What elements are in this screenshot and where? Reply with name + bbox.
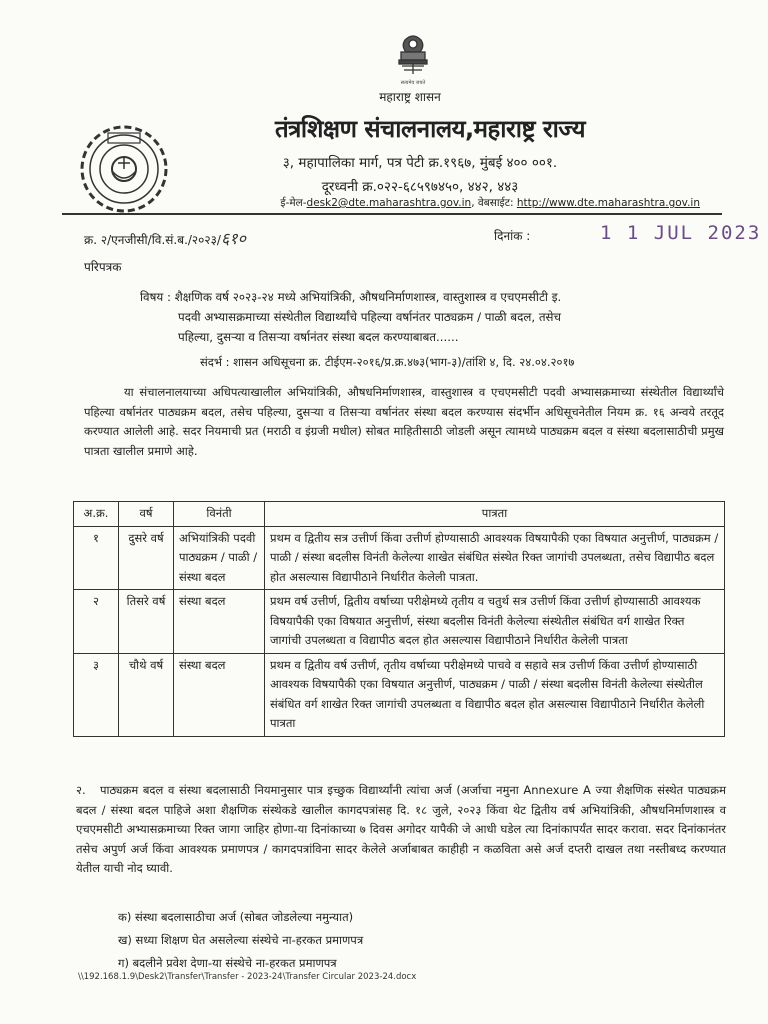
header-divider xyxy=(62,213,722,215)
cell-year: तिसरे वर्ष xyxy=(119,590,174,654)
paragraph-2-text: पाठ्यक्रम बदल व संस्था बदलासाठी नियमानुसार पात्र इच्छुक विद्यार्थ्यांनी त्यांचा अर्ज (अर्जाचा नमुना Annexure A ज्या शैक्षणिक संस्थेत पाठ्यक्रम बदल / संस्था बदल पाहिजे अशा शैक्षणिक संस्थेकडे खालील कागदपत्रांसह दि. १८ जुले, २०२३ किंवा थेट द्वितीय वर्ष अभियांत्रिकी, औषधनिर्माणशास्त्र व एचएमसीटी अभ्यासक्रमाच्या रिक्त जागा जाहिर होणा-या दिनांकाच्या ७ दिवस अगोदर यापैकी जे आधी घडेल त्या दिनांकापर्यंत सादर करावा. सदर दिनांकानंतर तसेच अपुर्ण अर्ज किंवा आवश्यक प्रमाणपत्र / कागदपत्रांविना सादर केलेले अर्जाबाबत काहीही न कळविता असे अर्ज दप्तरी दाखल तथा नस्तीबध्द करण्यात येतील याची नोद घ्यावी. xyxy=(76,783,726,875)
table-row xyxy=(74,590,725,654)
email-link[interactable]: desk2@dte.maharashtra.gov.in xyxy=(306,197,472,209)
reference-number-text: क्र. २/एनजीसी/वि.सं.ब./२०२३/ xyxy=(84,233,221,247)
subject-line-3: पहिल्या, दुसऱ्या व तिसऱ्या वर्षानंतर संस्था बदल करण्याबाबत...... xyxy=(178,330,459,344)
subject-block xyxy=(140,287,720,347)
list-item: क) संस्था बदलासाठीचा अर्ज (सोबत जोडलेल्या नमुन्यात) xyxy=(118,910,354,924)
government-name: महाराष्ट्र शासन xyxy=(379,90,441,104)
header-eligibility: पात्रता xyxy=(265,502,725,527)
cell-eligibility: प्रथम वर्ष उत्तीर्ण, द्वितीय वर्षाच्या परीक्षेमध्ये तृतीय व चतुर्थ सत्र उत्तीर्ण किंवा उत्तीर्ण होण्यासाठी आवश्यक विषयापैकी एका विषयात अनुत्तीर्ण, संस्था बदलीस विनंती केलेल्या संस्थेतील संबंधित वर्ग शाखेत रिक्त जागांची उपलब्धता व विद्यापीठ बदल होत असल्यास विद्यापीठाने निर्धारीत केलेली पात्रता xyxy=(265,590,725,654)
paragraph-1 xyxy=(84,383,724,461)
paragraph-1-text: या संचालनालयाच्या अधिपत्याखालील अभियांत्रिकी, औषधनिर्माणशास्त्र, वास्तुशास्त्र व एचएमसीटी पदवी अभ्यासक्रमाच्या संस्थेतील विद्यार्थ्यांचे पहिल्या वर्षानंतर पाठ्यक्रम बदल, तसेच पहिल्या, दुसऱ्या व तिसऱ्या वर्षानंतर संस्था बदल करण्यास संदर्भीन अधिसूचनेतील नियम क्र. १६ अन्वये तरतूद करण्यात आलेली आहे. सदर नियमाची प्रत (मराठी व इंग्रजी मधील) सोबत माहितीसाठी जोडली असून त्यामध्ये पाठ्यक्रम बदल व संस्था बदलासाठीची प्रमुख पात्रता खालील प्रमाणे आहे. xyxy=(84,385,724,458)
website-label: , वेबसाईट: xyxy=(471,197,517,209)
cell-year: चौथे वर्ष xyxy=(119,653,174,736)
header-year: वर्ष xyxy=(119,502,174,527)
address-line: ३, महापालिका मार्ग, पत्र पेटी क्र.१९६७, मुंबई ४०० ००१. xyxy=(282,155,558,171)
contact-line xyxy=(140,196,700,210)
cell-request: संस्था बदल xyxy=(174,653,265,736)
eligibility-table xyxy=(73,501,725,737)
cell-year: दुसरे वर्ष xyxy=(119,526,174,590)
reference-number xyxy=(84,227,246,249)
list-item: ख) सध्या शिक्षण घेत असलेल्या संस्थेचे ना-हरकत प्रमाणपत्र xyxy=(118,933,364,947)
cell-sr: ३ xyxy=(74,653,119,736)
cell-sr: २ xyxy=(74,590,119,654)
cell-eligibility: प्रथम व द्वितीय वर्ष उत्तीर्ण, तृतीय वर्षाच्या परीक्षेमध्ये पाचवे व सहावे सत्र उत्तीर्ण किंवा उत्तीर्ण होण्यासाठी आवश्यक विषयापैकी एका विषयात अनुत्तीर्ण, पाठ्यक्रम / पाळी / संस्था बदलीस विनंती केलेल्या संस्थेतील संबंधित वर्ग शाखेत रिक्त जागांची उपलब्धता व विद्यापीठ बदल होत असल्यास विद्यापीठाने निर्धारीत केलेली पात्रता xyxy=(265,653,725,736)
subject-line-1: विषय : शैक्षणिक वर्ष २०२३-२४ मध्ये अभियांत्रिकी, औषधनिर्माणशास्त्र, वास्तुशास्त्र व एचएमसीटी इ. xyxy=(140,290,562,304)
reference-notification: संदर्भ : शासन अधिसूचना क्र. टीईएम-२०१६/प्र.क्र.४७३(भाग-३)/तांशि ४, दि. २४.०४.२०१७ xyxy=(200,355,575,369)
cell-request: अभियांत्रिकी पदवी पाठ्यक्रम / पाळी / संस्था बदल xyxy=(174,526,265,590)
cell-eligibility: प्रथम व द्वितीय सत्र उत्तीर्ण किंवा उत्तीर्ण होण्यासाठी आवश्यक विषयापैकी एका विषयात अनुत्तीर्ण, पाठ्यक्रम / पाळी / संस्था बदलीस विनंती केलेल्या शाखेत संबंधित संस्थेत रिक्त जागांची उपलब्धता, तसेच विद्यापीठ बदल होत असल्यास विद्यापीठाने निर्धारीत केलेली पात्रता. xyxy=(265,526,725,590)
document-type: परिपत्रक xyxy=(84,260,122,274)
svg-text:सत्यमेव जयते: सत्यमेव जयते xyxy=(400,80,426,86)
table-header-row xyxy=(74,502,725,527)
cell-request: संस्था बदल xyxy=(174,590,265,654)
date-stamp: 1 1 JUL 2023 xyxy=(600,222,762,244)
table-row xyxy=(74,653,725,736)
table-row xyxy=(74,526,725,590)
documents-list xyxy=(118,906,678,975)
paragraph-2-number: २. xyxy=(76,783,86,797)
department-title: तंत्रशिक्षण संचालनालय,महाराष्ट्र राज्य xyxy=(274,115,586,143)
paragraph-2 xyxy=(76,781,726,879)
file-path-footer: \\192.168.1.9\Desk2\Transfer\Transfer - 2023-24\Transfer Circular 2023-24.docx xyxy=(78,972,417,982)
header-sr: अ.क्र. xyxy=(74,502,119,527)
state-emblem-icon xyxy=(388,32,438,88)
email-label: ई-मेल- xyxy=(280,197,307,209)
phone-line: दूरध्वनी क्र.०२२-६८५९७४५०, ४४२, ४४३ xyxy=(321,179,519,195)
subject-line-2: पदवी अभ्यासक्रमाच्या संस्थेतील विद्यार्थ्यांचे पहिल्या वर्षानंतर पाठ्यक्रम / पाळी बदल, तसेच xyxy=(178,310,562,324)
cell-sr: १ xyxy=(74,526,119,590)
header-request: विनंती xyxy=(174,502,265,527)
handwritten-number: ६१० xyxy=(220,229,246,248)
website-link[interactable]: http://www.dte.maharashtra.gov.in xyxy=(516,197,700,209)
list-item: ग) बदलीने प्रवेश देणा-या संस्थेचे ना-हरकत प्रमाणपत्र xyxy=(118,956,337,970)
date-label: दिनांक : xyxy=(494,229,531,243)
